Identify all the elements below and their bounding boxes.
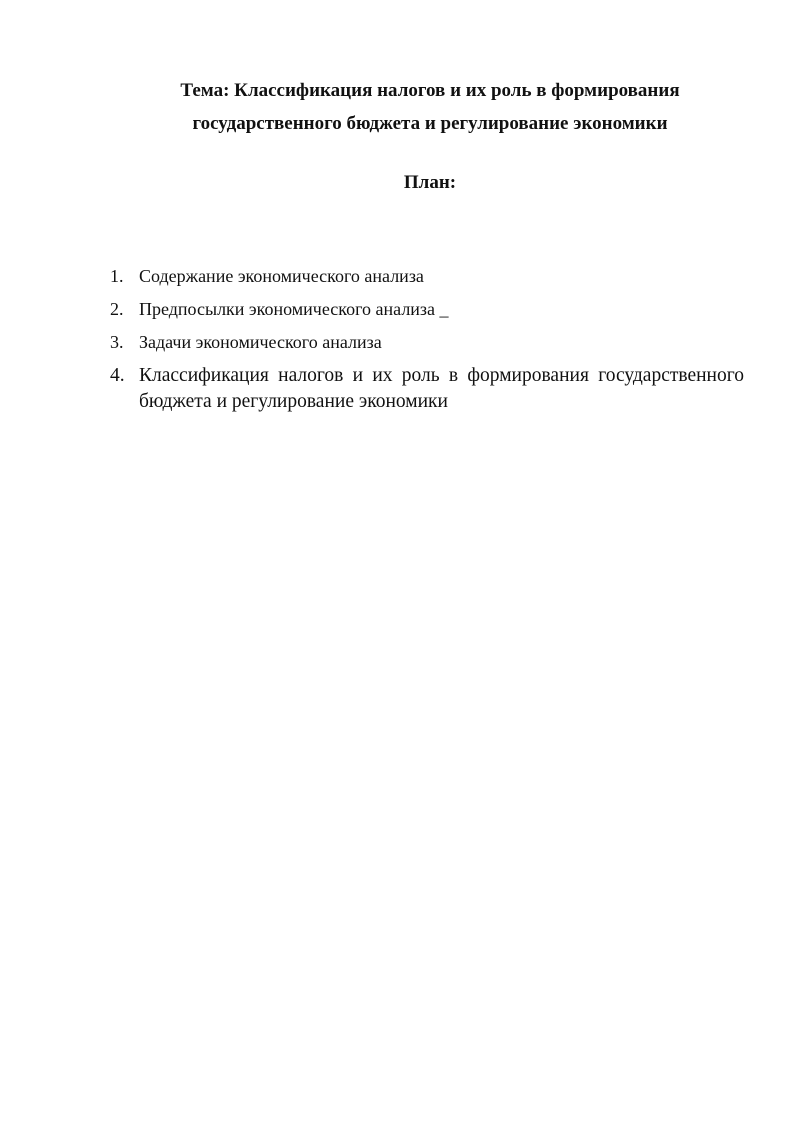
plan-item-text: Предпосылки экономического анализа _ (139, 299, 449, 319)
title-line-2: государственного бюджета и регулирование экономики (192, 113, 668, 134)
plan-item-text: Задачи экономического анализа (139, 332, 382, 352)
plan-item-number: 2. (110, 299, 124, 319)
plan-item-4 (110, 363, 744, 415)
plan-item-text: Содержание экономического анализа (139, 266, 424, 286)
plan-item-number: 4. (110, 365, 125, 386)
plan-item-text: Классификация налогов и их роль в формирования государственного бюджета и регулирование экономики (139, 365, 744, 412)
page-title (100, 74, 760, 140)
plan-item-1 (110, 264, 744, 288)
plan-heading: План: (403, 172, 457, 193)
plan-item-2 (110, 297, 744, 321)
title-line-1: Тема: Классификация налогов и их роль в формирования (180, 80, 680, 101)
plan-item-number: 3. (110, 332, 124, 352)
plan-item-3 (110, 330, 744, 354)
plan-list (110, 264, 744, 424)
plan-item-number: 1. (110, 266, 124, 286)
